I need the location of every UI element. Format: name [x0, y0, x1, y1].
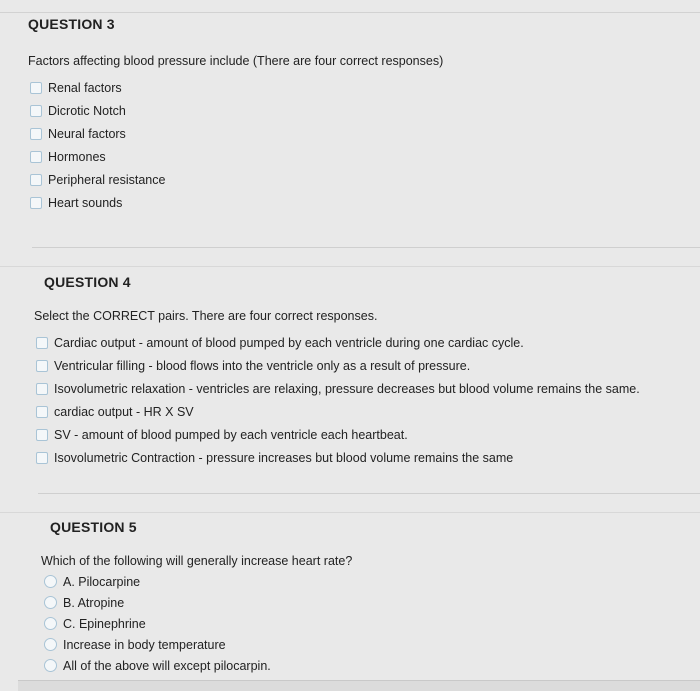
top-divider [0, 12, 700, 13]
q3-option-2[interactable]: Dicrotic Notch [30, 99, 443, 122]
q4-option-1[interactable]: Cardiac output - amount of blood pumped by each ventricle during one cardiac cycle. [36, 331, 640, 354]
q5-option-d[interactable]: Increase in body temperature [44, 634, 352, 655]
checkbox[interactable] [30, 105, 42, 117]
question-3-prompt: Factors affecting blood pressure include (There are four correct responses) [28, 54, 444, 68]
q3-option-4[interactable]: Hormones [30, 145, 443, 168]
q5-option-e[interactable]: All of the above will except pilocarpin. [44, 655, 352, 676]
question-3-title: QUESTION 3 [28, 16, 115, 32]
checkbox[interactable] [30, 128, 42, 140]
checkbox[interactable] [36, 337, 48, 349]
divider [0, 512, 700, 513]
checkbox[interactable] [30, 151, 42, 163]
q3-option-6[interactable]: Heart sounds [30, 191, 443, 214]
checkbox[interactable] [30, 174, 42, 186]
next-question-edge [18, 680, 700, 691]
checkbox[interactable] [36, 383, 48, 395]
radio-button[interactable] [44, 659, 57, 672]
question-3-body [28, 54, 443, 214]
divider [38, 493, 700, 494]
checkbox[interactable] [30, 82, 42, 94]
q5-option-a[interactable]: A. Pilocarpine [44, 571, 352, 592]
q4-option-2[interactable]: Ventricular filling - blood flows into the ventricle only as a result of pressure. [36, 354, 640, 377]
divider [32, 247, 700, 248]
radio-button[interactable] [44, 575, 57, 588]
question-4-title: QUESTION 4 [44, 274, 131, 290]
question-4-prompt: Select the CORRECT pairs. There are four correct responses. [34, 309, 378, 323]
q3-option-1[interactable]: Renal factors [30, 76, 443, 99]
q3-option-5[interactable]: Peripheral resistance [30, 168, 443, 191]
q5-option-c[interactable]: C. Epinephrine [44, 613, 352, 634]
checkbox[interactable] [36, 429, 48, 441]
question-4-body [34, 309, 640, 469]
q4-option-6[interactable]: Isovolumetric Contraction - pressure increases but blood volume remains the same [36, 446, 640, 469]
radio-button[interactable] [44, 617, 57, 630]
question-5-body [41, 554, 352, 676]
q4-option-5[interactable]: SV - amount of blood pumped by each ventricle each heartbeat. [36, 423, 640, 446]
q4-option-3[interactable]: Isovolumetric relaxation - ventricles are relaxing, pressure decreases but blood volume remains the same. [36, 377, 640, 400]
radio-button[interactable] [44, 596, 57, 609]
q3-option-3[interactable]: Neural factors [30, 122, 443, 145]
q4-option-4[interactable]: cardiac output - HR X SV [36, 400, 640, 423]
question-5-title: QUESTION 5 [50, 519, 137, 535]
checkbox[interactable] [36, 406, 48, 418]
question-5-prompt: Which of the following will generally increase heart rate? [41, 554, 353, 568]
checkbox[interactable] [30, 197, 42, 209]
radio-button[interactable] [44, 638, 57, 651]
q5-option-b[interactable]: B. Atropine [44, 592, 352, 613]
checkbox[interactable] [36, 452, 48, 464]
checkbox[interactable] [36, 360, 48, 372]
divider [0, 266, 700, 267]
